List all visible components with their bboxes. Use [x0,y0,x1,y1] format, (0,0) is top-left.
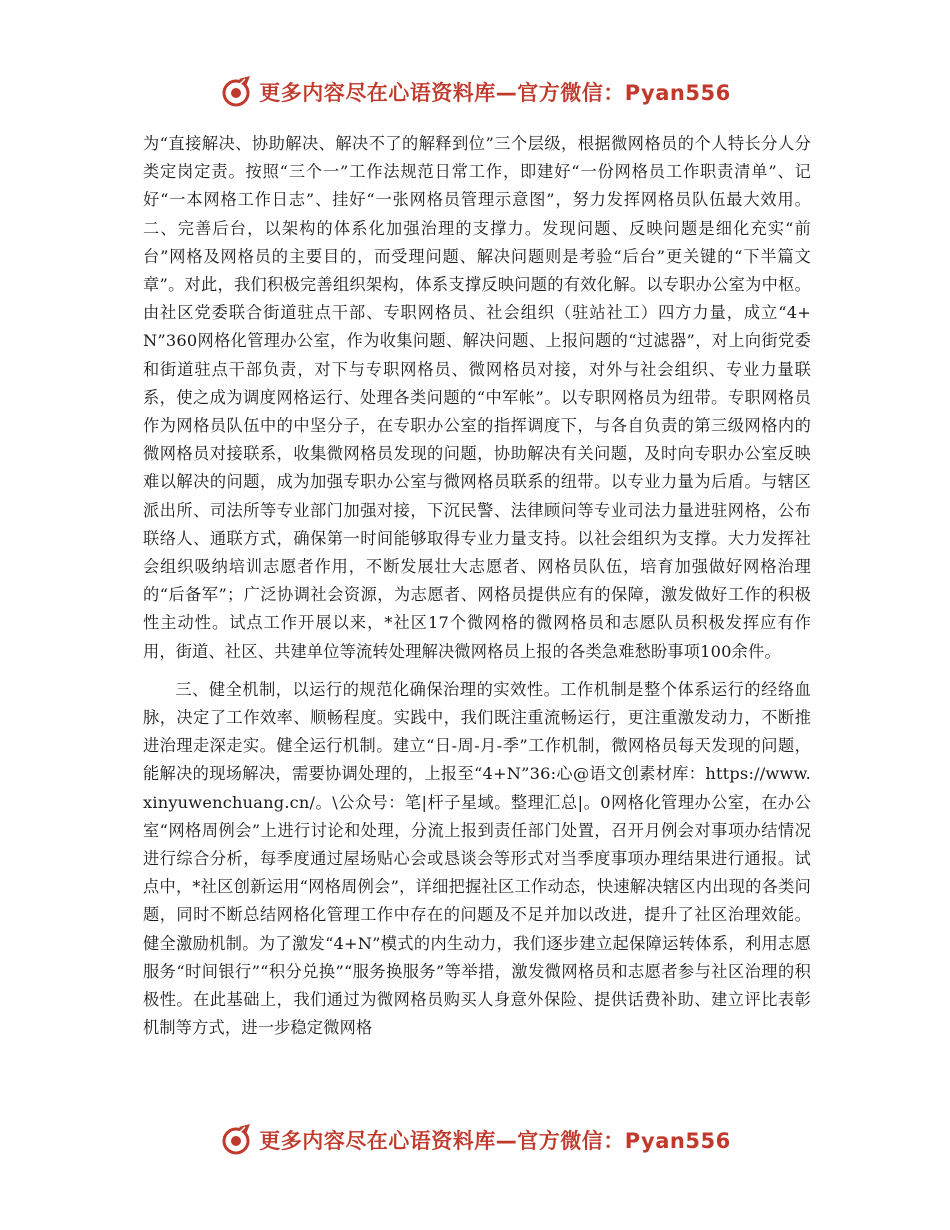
header-watermark-banner [0,72,950,112]
document-body [143,130,811,1043]
pen-circle-logo-icon [219,1123,253,1157]
paragraph-1: 为“直接解决、协助解决、解决不了的解释到位”三个层级，根据微网格员的个人特长分人分类定岗定责。按照“三个一”工作法规范日常工作，即建好“一份网格员工作职责清单”、记好“一本网格工作日志”、挂好“一张网格员管理示意图”，努力发挥网格员队伍最大效用。二、完善后台，以架构的体系化加强治理的支撑力。发现问题、反映问题是细化充实“前台”网格及网格员的主要目的，而受理问题、解决问题则是考验“后台”更关键的“下半篇文章”。对此，我们积极完善组织架构，体系支撑反映问题的有效化解。以专职办公室为中枢。由社区党委联合街道驻点干部、专职网格员、社会组织（驻站社工）四方力量，成立“4+N”360网格化管理办公室，作为收集问题、解决问题、上报问题的“过滤器”，对上向街党委和街道驻点干部负责，对下与专职网格员、微网格员对接，对外与社会组织、专业力量联系，使之成为调度网格运行、处理各类问题的“中军帐”。以专职网格员为纽带。专职网格员作为网格员队伍中的中坚分子，在专职办公室的指挥调度下，与各自负责的第三级网格内的微网格员对接联系，收集微网格员发现的问题，协助解决有关问题，及时向专职办公室反映难以解决的问题，成为加强专职办公室与微网格员联系的纽带。以专业力量为后盾。与辖区派出所、司法所等专业部门加强对接，下沉民警、法律顾问等专业司法力量进驻网格，公布联络人、通联方式，确保第一时间能够取得专业力量支持。以社会组织为支撑。大力发挥社会组织吸纳培训志愿者作用，不断发展壮大志愿者、网格员队伍，培育加强做好网格治理的“后备军”；广泛协调社会资源，为志愿者、网格员提供应有的保障，激发做好工作的积极性主动性。试点工作开展以来，*社区17个微网格的微网格员和志愿队员积极发挥应有作用，街道、社区、共建单位等流转处理解决微网格员上报的各类急难愁盼事项100余件。 [143,134,811,661]
footer-watermark-banner [0,1120,950,1160]
pen-circle-logo-icon [219,75,253,109]
paragraph-2: 三、健全机制，以运行的规范化确保治理的实效性。工作机制是整个体系运行的经络血脉，决定了工作效率、顺畅程度。实践中，我们既注重流畅运行，更注重激发动力，不断推进治理走深走实。健全运行机制。建立“日-周-月-季”工作机制，微网格员每天发现的问题，能解决的现场解决，需要协调处理的，上报至“4+N”36:心@语文创素材库：https://www.xinyuwenchuang.cn/。\公众号：笔|杆子星域。整理汇总|。0网格化管理办公室，在办公室“网格周例会”上进行讨论和处理，分流上报到责任部门处置，召开月例会对事项办结情况进行综合分析，每季度通过屋场贴心会或恳谈会等形式对当季度事项办理结果进行通报。试点中，*社区创新运用“网格周例会”，详细把握社区工作动态，快速解决辖区内出现的各类问题，同时不断总结网格化管理工作中存在的问题及不足并加以改进，提升了社区治理效能。健全激励机制。为了激发“4+N”模式的内生动力，我们逐步建立起保障运转体系，利用志愿服务“时间银行”“积分兑换”“服务换服务”等举措，激发微网格员和志愿者参与社区治理的积极性。在此基础上，我们通过为微网格员购买人身意外保险、提供话费补助、建立评比表彰机制等方式，进一步稳定微网格 [143,679,811,1038]
banner-text: 更多内容尽在心语资料库—官方微信：Pyan556 [259,81,731,105]
banner-text: 更多内容尽在心语资料库—官方微信：Pyan556 [259,1129,731,1153]
